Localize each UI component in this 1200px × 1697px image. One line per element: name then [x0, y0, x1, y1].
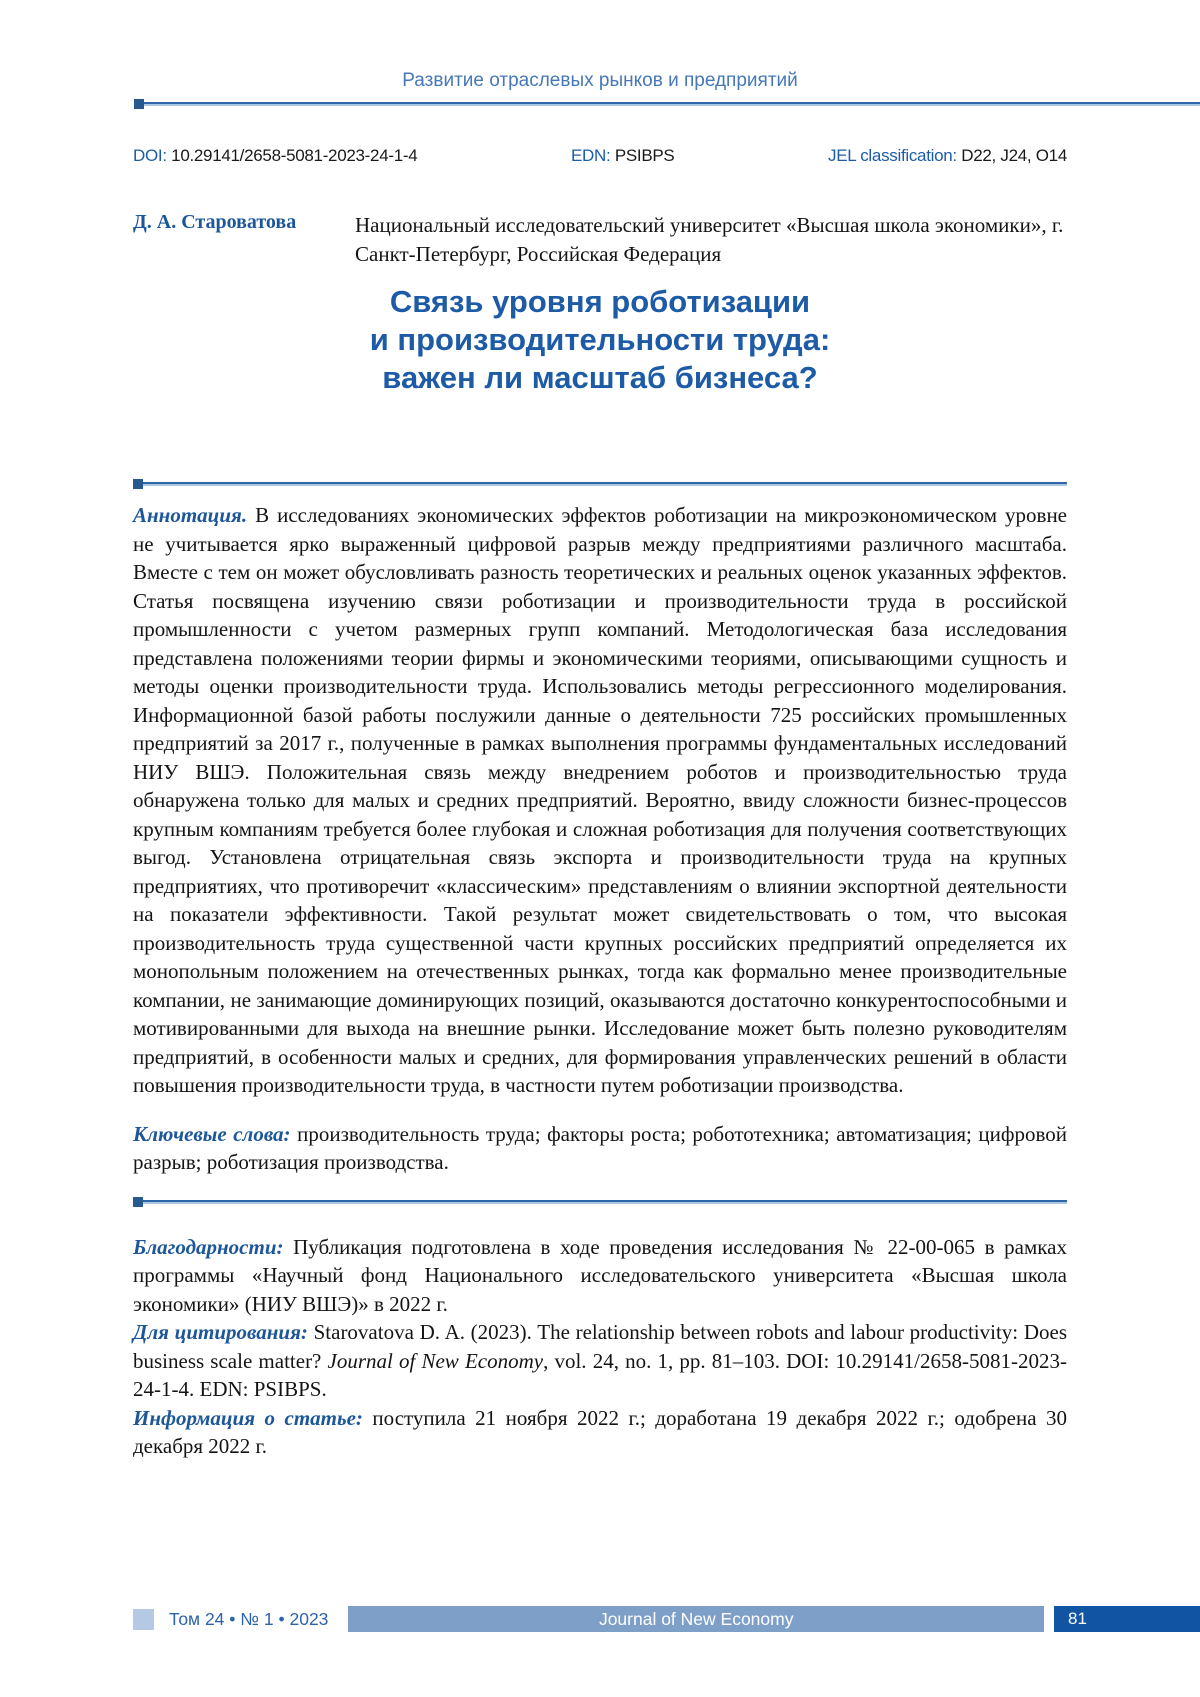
- title-line-2: и производительности труда:: [369, 322, 831, 357]
- acknowledgments-text: Публикация подготовлена в ходе проведения исследования № 22-00-065 в рамках программы «Научный фонд Национального исследовательского университета «Высшая школа экономики» (НИУ ВШЭ)» в 2022 г.: [133, 1234, 1067, 1316]
- jel-value: D22, J24, O14: [956, 146, 1067, 165]
- running-head: Развитие отраслевых рынков и предприятий: [402, 70, 798, 91]
- citation-text-before: Starovatova D. A. (2023). The relationship between robots and labour productivity: Does business scale matter?: [133, 1320, 1068, 1373]
- article-title: [133, 283, 1067, 397]
- footer-page-number: 81: [1054, 1606, 1200, 1632]
- citation-paragraph: [133, 1318, 1067, 1404]
- acknowledgments-label: Благодарности:: [133, 1234, 284, 1259]
- article-meta-block: [133, 1233, 1067, 1461]
- footer-square: [133, 1609, 154, 1630]
- edn-value: PSIBPS: [610, 146, 675, 165]
- edn: [571, 146, 674, 166]
- rule-line: [143, 482, 1067, 486]
- abstract-text: В исследованиях экономических эффектов роботизации на микроэкономическом уровне не учитывается ярко выраженный цифровой разрыв между предприятиями различного масштаба. Вместе с тем он может обусловливать разность теоретических и реальных оценок указанных эффектов. Статья посвящена изучению связи роботизации и производительности труда в российской промышленности с учетом размерных групп компаний. Методологическая база исследования представлена положениями теории фирмы и экономическими теориями, описывающими сущность и методы оценки производительности труда. Использовались методы регрессионного моделирования. Информационной базой работы послужили данные о деятельности 725 российских промышленных предприятий за 2017 г., полученные в рамках выполнения программы фундаментальных исследований НИУ ВШЭ. Положительная связь между внедрением роботов и производительностью труда обнаружена только для малых и средних предприятий. Вероятно, ввиду сложности бизнес-процессов крупным компаниям требуется более глубокая и сложная роботизация для получения соответствующих выгод. Установлена отрицательная связь экспорта и производительности труда на крупных предприятиях, что противоречит «классическим» представлениям о влиянии экспортной деятельности на показатели эффективности. Такой результат может свидетельствовать о том, что высокая производительность труда существенной части крупных российских предприятий определяется их монопольным положением на отечественных рынках, тогда как формально менее производительные компании, не занимающие доминирующих позиций, оказываются достаточно конкурентоспособными и мотивированными для выхода на внешние рынки. Исследование может быть полезно руководителям предприятий, в особенности малых и средних, для формирования управленческих решений в области повышения производительности труда, в частности путем роботизации производства.: [133, 503, 1067, 1097]
- edn-label: EDN:: [570, 146, 611, 165]
- article-info-paragraph: [133, 1404, 1067, 1461]
- rule-line: [143, 1200, 1067, 1204]
- article-info-label: Информация о статье:: [133, 1405, 363, 1430]
- keywords-label: Ключевые слова:: [133, 1121, 291, 1146]
- main-content: [133, 479, 1067, 1461]
- page-footer: [133, 1606, 1200, 1632]
- rule-square: [133, 479, 143, 489]
- jel-label: JEL classification:: [828, 146, 957, 165]
- author-block: [133, 211, 1067, 269]
- author-affiliation: Национальный исследовательский университет «Высшая школа экономики», г. Санкт-Петербург, Российская Федерация: [355, 213, 1064, 266]
- footer-journal-name: Journal of New Economy: [348, 1606, 1044, 1632]
- citation-text-after: , vol. 24, no. 1, pp. 81–103. DOI: 10.29141/2658-5081-2023-24-1-4. EDN: PSIBPS.: [133, 1348, 1067, 1401]
- acknowledgments-paragraph: [133, 1233, 1067, 1319]
- rule-square: [133, 1197, 143, 1207]
- article-identifiers: [133, 146, 1067, 166]
- doi: [133, 146, 417, 166]
- title-line-3: важен ли масштаб бизнеса?: [382, 360, 818, 395]
- abstract-divider: [133, 479, 1067, 489]
- info-divider: [133, 1197, 1067, 1207]
- abstract-label: Аннотация.: [133, 503, 248, 527]
- keywords-text: производительность труда; факторы роста; робототехника; автоматизация; цифровой разрыв; роботизация производства.: [133, 1121, 1067, 1174]
- doi-label: DOI:: [133, 146, 167, 165]
- citation-journal-name: Journal of New Economy: [327, 1348, 544, 1373]
- footer-volume: Том 24 • № 1 • 2023: [169, 1608, 329, 1629]
- doi-value: 10.29141/2658-5081-2023-24-1-4: [166, 146, 418, 165]
- citation-label: Для цитирования:: [133, 1320, 308, 1344]
- rule-square: [134, 99, 144, 109]
- keywords-paragraph: [133, 1120, 1067, 1177]
- rule-line: [144, 102, 1200, 106]
- article-info-text: поступила 21 ноября 2022 г.; доработана 19 декабря 2022 г.; одобрена 30 декабря 2022 г.: [133, 1405, 1068, 1458]
- title-line-1: Связь уровня роботизации: [389, 284, 811, 319]
- header-rule: [134, 99, 1200, 109]
- abstract-paragraph: [133, 501, 1067, 1100]
- author-name: Д. А. Староватова: [133, 211, 297, 233]
- jel-classification: [828, 146, 1067, 166]
